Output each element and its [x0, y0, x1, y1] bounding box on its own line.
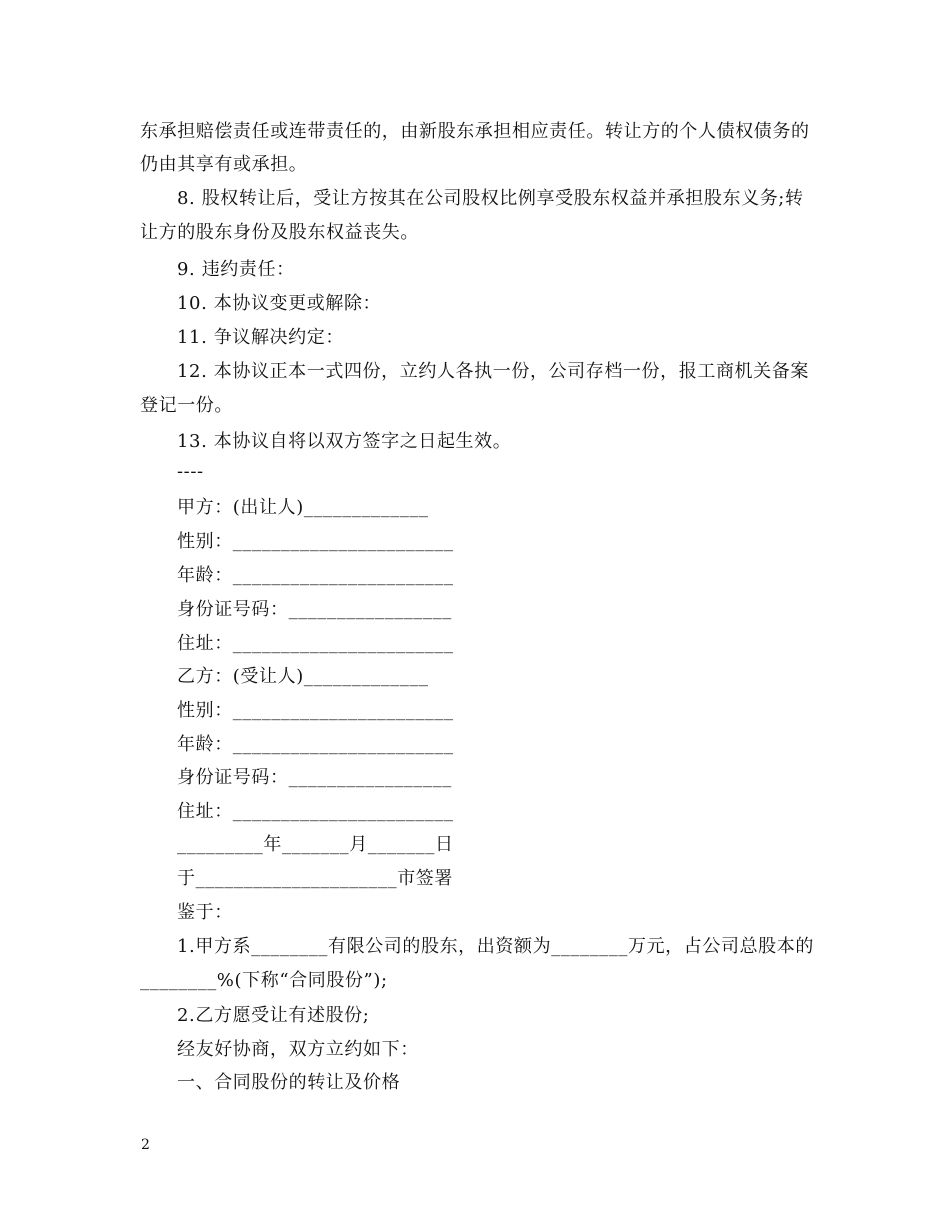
party-b-age: 年龄：_______________________ [177, 734, 454, 755]
clause-11: 11. 争议解决约定： [177, 327, 344, 348]
recitals-heading: 鉴于： [177, 902, 233, 923]
recital-1-line2: ________%(下称“合同股份”); [140, 970, 388, 991]
clause-13: 13. 本协议自将以双方签字之日起生效。 [177, 431, 512, 452]
party-b-id-number: 身份证号码：_________________ [177, 767, 452, 788]
signing-date: _________年_______月_______日 [177, 834, 454, 855]
clause-10: 10. 本协议变更或解除： [177, 293, 382, 314]
separator: ---- [177, 461, 204, 482]
party-a-age: 年龄：_______________________ [177, 565, 454, 586]
clause-8-line2: 让方的股东身份及股东权益丧失。 [140, 222, 419, 243]
party-a-id-number: 身份证号码：_________________ [177, 599, 452, 620]
recital-2: 2.乙方愿受让有述股份; [177, 1005, 370, 1026]
recital-1-line1: 1.甲方系________有限公司的股东，出资额为________万元，占公司总股本的 [177, 936, 814, 957]
clause-8-line1: 8. 股权转让后，受让方按其在公司股权比例享受股东权益并承担股东义务;转 [177, 188, 804, 209]
clause-9: 9. 违约责任： [177, 259, 295, 280]
party-a-title: 甲方：(出让人)_____________ [177, 497, 429, 518]
party-b-title: 乙方：(受让人)_____________ [177, 666, 429, 687]
party-a-gender: 性别：_______________________ [177, 531, 454, 552]
section-heading: 一、合同股份的转让及价格 [177, 1072, 401, 1093]
signing-place: 于_____________________市签署 [177, 868, 453, 889]
clause-12-line1: 12. 本协议正本一式四份，立约人各执一份，公司存档一份，报工商机关备案 [177, 361, 809, 382]
page-number: 2 [141, 1137, 150, 1153]
party-b-address: 住址：_______________________ [177, 801, 454, 822]
party-b-gender: 性别：_______________________ [177, 700, 454, 721]
agreement-statement: 经友好协商，双方立约如下： [177, 1039, 419, 1060]
clause-12-line2: 登记一份。 [140, 395, 233, 416]
paragraph-line: 东承担赔偿责任或连带责任的，由新股东承担相应责任。转让方的个人债权债务的 [140, 121, 810, 142]
party-a-address: 住址：_______________________ [177, 633, 454, 654]
paragraph-line: 仍由其享有或承担。 [140, 154, 308, 175]
